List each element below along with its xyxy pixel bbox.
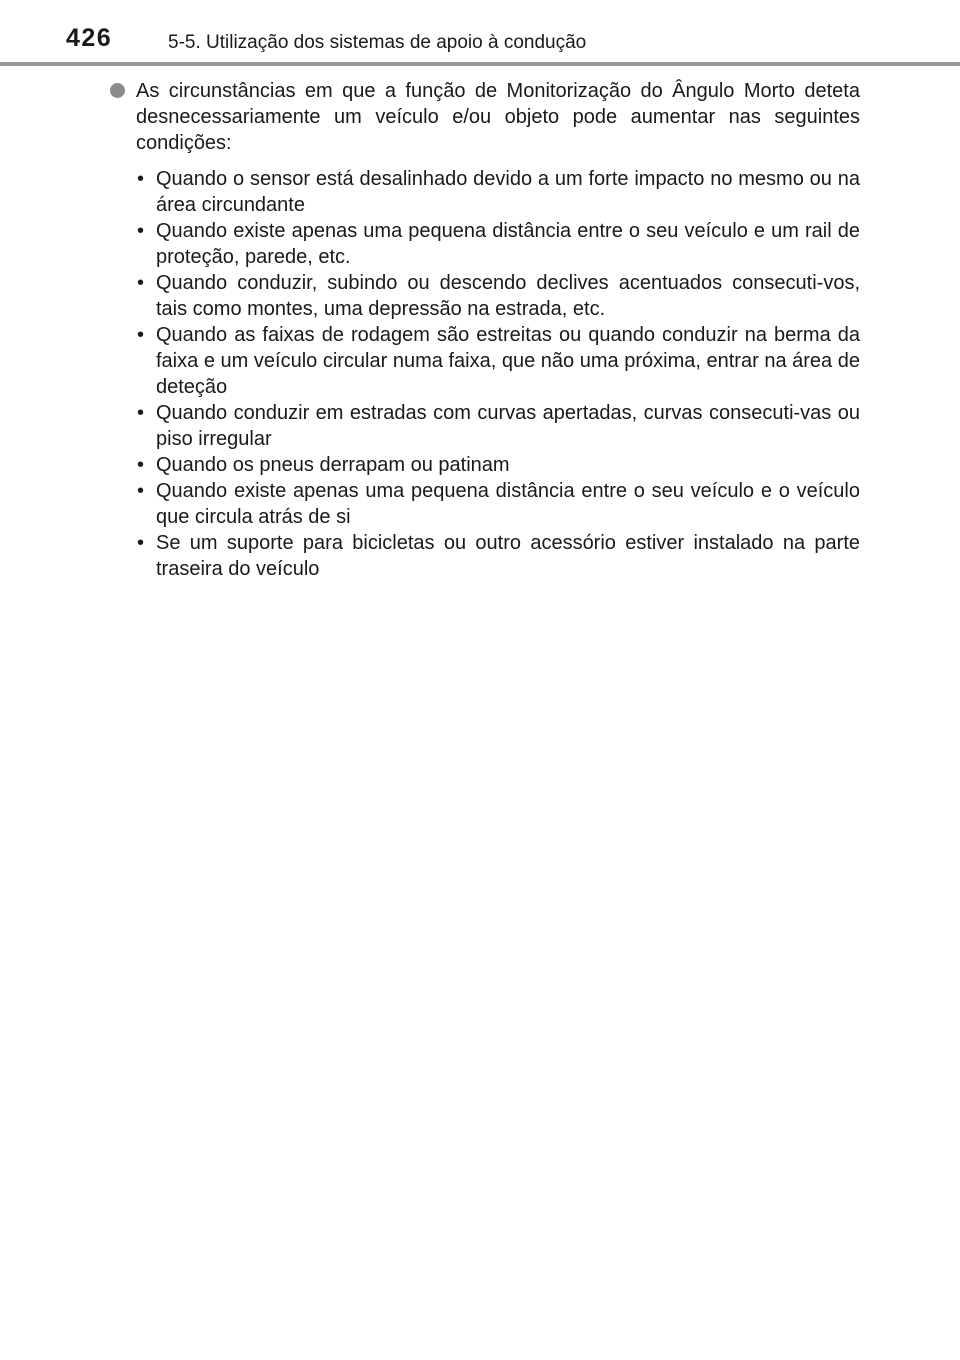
bullet-icon: • (137, 220, 145, 242)
list-item-text: Quando conduzir em estradas com curvas apertadas, curvas consecuti-vas ou piso irregular (156, 402, 860, 450)
page-content (108, 78, 860, 582)
list-item (108, 400, 860, 452)
list-item-text: Quando o sensor está desalinhado devido a um forte impacto no mesmo ou na área circundante (156, 168, 860, 216)
list-item (108, 478, 860, 530)
lead-text: As circunstâncias em que a função de Monitorização do Ângulo Morto deteta desnecessariamente um veículo e/ou objeto pode aumentar nas seguintes condições: (136, 80, 860, 154)
list-item-text: Quando os pneus derrapam ou patinam (156, 454, 510, 476)
list-item-text: Quando as faixas de rodagem são estreitas ou quando conduzir na berma da faixa e um veículo circular numa faixa, que não uma próxima, entrar na área de deteção (156, 324, 860, 398)
list-item (108, 322, 860, 400)
bullet-icon: • (137, 402, 145, 424)
bullet-icon: • (137, 532, 145, 554)
list-item (108, 530, 860, 582)
list-item (108, 270, 860, 322)
list-item (108, 218, 860, 270)
conditions-list (108, 166, 860, 582)
list-item-text: Quando conduzir, subindo ou descendo declives acentuados consecuti-vos, tais como montes, uma depressão na estrada, etc. (156, 272, 860, 320)
page-header (0, 0, 960, 64)
bullet-icon: • (137, 454, 145, 476)
bullet-icon: • (137, 480, 145, 502)
lead-paragraph (108, 78, 860, 156)
page-number: 426 (66, 24, 113, 52)
bullet-icon: • (137, 272, 145, 294)
circle-bullet-icon (110, 83, 125, 98)
header-rule (0, 62, 960, 66)
bullet-icon: • (137, 168, 145, 190)
list-item (108, 452, 860, 478)
list-item-text: Quando existe apenas uma pequena distância entre o seu veículo e o veículo que circula atrás de si (156, 480, 860, 528)
section-title: 5-5. Utilização dos sistemas de apoio à condução (168, 32, 587, 53)
list-item (108, 166, 860, 218)
bullet-icon: • (137, 324, 145, 346)
list-item-text: Quando existe apenas uma pequena distância entre o seu veículo e um rail de proteção, parede, etc. (156, 220, 860, 268)
list-item-text: Se um suporte para bicicletas ou outro acessório estiver instalado na parte traseira do veículo (156, 532, 860, 580)
